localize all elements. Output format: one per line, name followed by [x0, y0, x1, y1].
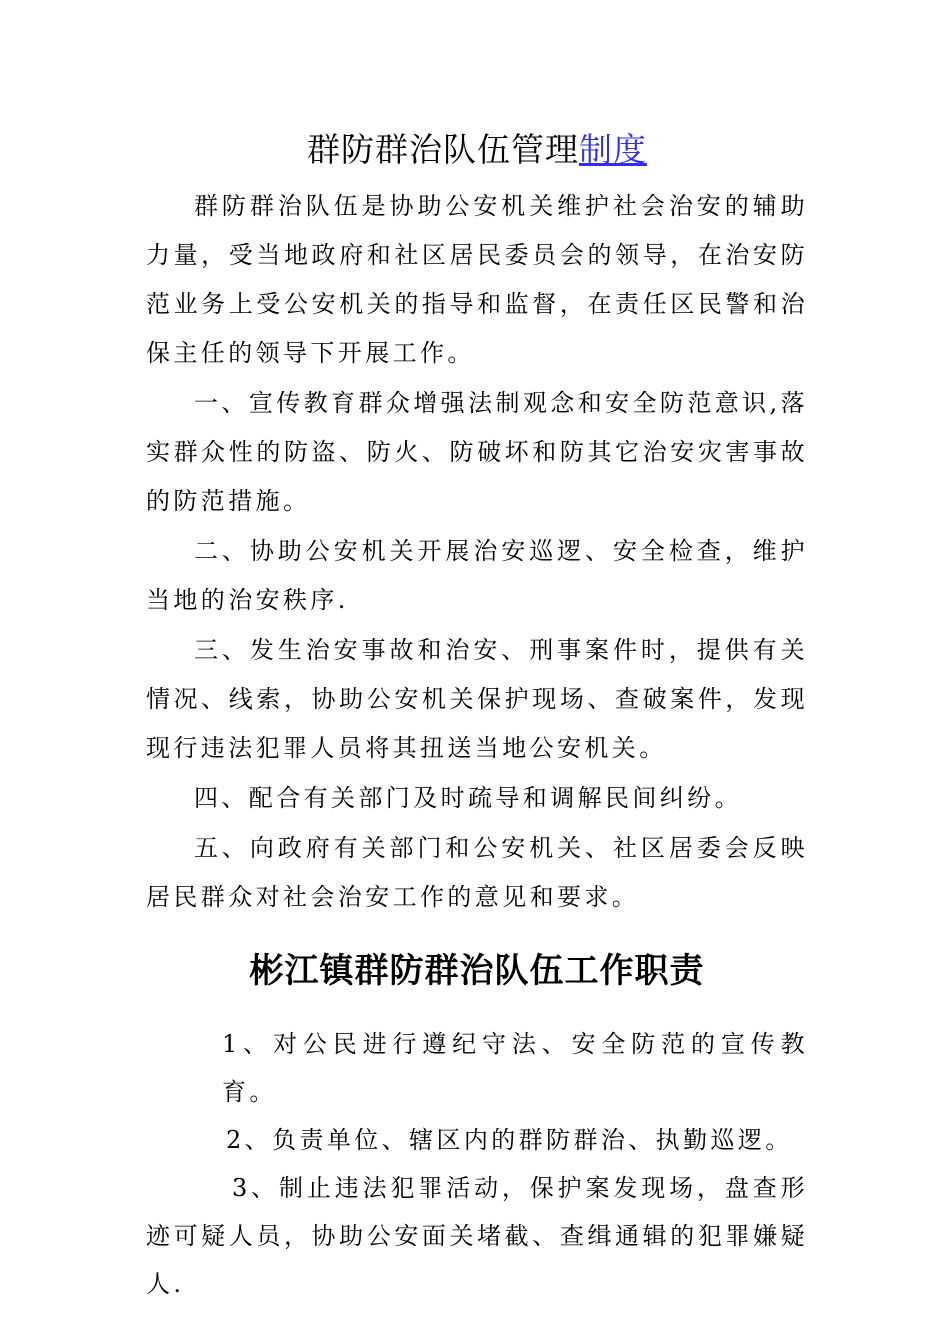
intro-paragraph: 群防群治队伍是协助公安机关维护社会治安的辅助力量，受当地政府和社区居民委员会的领导，在治安防范业务上受公安机关的指导和监督，在责任区民警和治保主任的领导下开展工作。: [146, 192, 808, 367]
rule-item-5: 五、向政府有关部门和公安机关、社区居委会反映居民群众对社会治安工作的意见和要求。: [146, 834, 808, 911]
rule-item-1: 一、宣传教育群众增强法制观念和安全防范意识,落实群众性的防盗、防火、防破坏和防其它治安灾害事故的防范措施。: [146, 389, 808, 515]
rule-item-3: 三、发生治安事故和治安、刑事案件时，提供有关情况、线索，协助公安机关保护现场、查破案件，发现现行违法犯罪人员将其扭送当地公安机关。: [146, 636, 808, 762]
rule-item-2: 二、协助公安机关开展治安巡逻、安全检查，维护当地的治安秩序.: [146, 537, 808, 614]
document-title: [146, 124, 808, 176]
duty-item-2: 2、负责单位、辖区内的群防群治、执勤巡逻。: [226, 1126, 793, 1154]
document-page: [146, 124, 808, 1308]
rule-item-4: 四、配合有关部门及时疏导和调解民间纠纷。: [194, 784, 742, 812]
duty-item-1: 1、对公民进行遵纪守法、安全防范的宣传教育。: [222, 1030, 808, 1106]
section-heading: 彬江镇群防群治队伍工作职责: [249, 951, 705, 991]
duty-item-3: 3、制止违法犯罪活动，保护案发现场，盘查形迹可疑人员，协助公安面关堵截、查缉通辑的犯罪嫌疑人.: [146, 1174, 808, 1298]
title-text: 群防群治队伍管理: [307, 130, 579, 169]
title-link[interactable]: 制度: [579, 130, 647, 169]
